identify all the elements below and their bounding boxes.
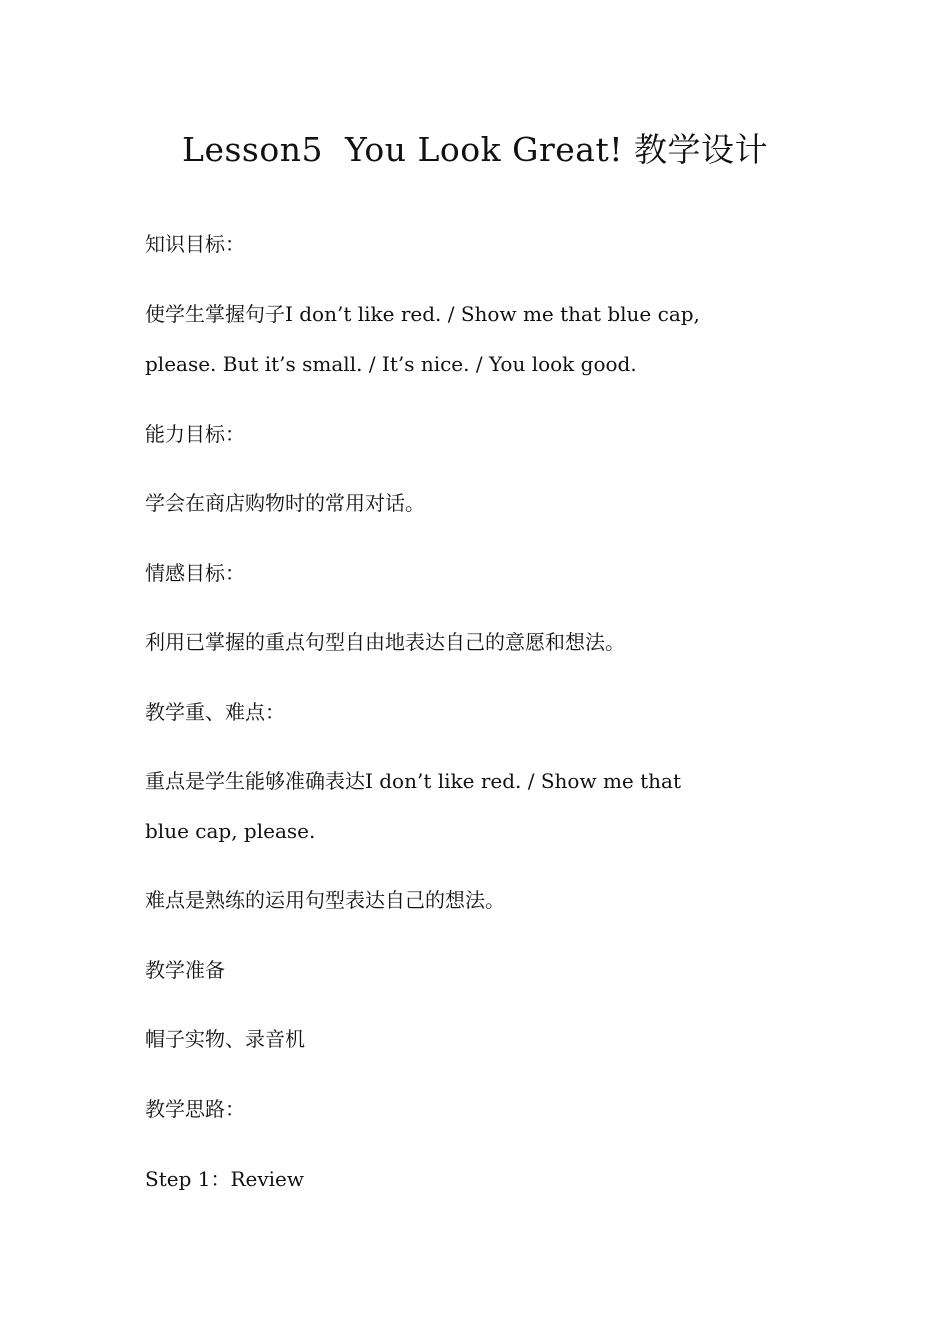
key-point-line-2: blue cap, please.: [145, 819, 316, 843]
preparation-text: 帽子实物、录音机: [145, 1027, 305, 1051]
key-point-line-1: 重点是学生能够准确表达I don’t like red. / Show me that: [145, 769, 681, 793]
difficult-point-text: 难点是熟练的运用句型表达自己的想法。: [145, 888, 505, 912]
step-1-review: Step 1：Review: [145, 1167, 305, 1191]
ability-objective-heading: 能力目标：: [145, 422, 245, 446]
emotion-objective-heading: 情感目标：: [145, 561, 245, 585]
knowledge-objective-line-2: please. But it’s small. / It’s nice. / You look good.: [145, 352, 637, 376]
key-points-heading: 教学重、难点：: [145, 700, 285, 724]
knowledge-objective-line-1: 使学生掌握句子I don’t like red. / Show me that blue cap,: [145, 302, 700, 326]
emotion-objective-text: 利用已掌握的重点句型自由地表达自己的意愿和想法。: [145, 630, 625, 654]
teaching-approach-heading: 教学思路：: [145, 1097, 245, 1121]
document-title: Lesson5 You Look Great! 教学设计: [182, 130, 768, 169]
ability-objective-text: 学会在商店购物时的常用对话。: [145, 491, 425, 515]
knowledge-objective-heading: 知识目标：: [145, 232, 245, 256]
preparation-heading: 教学准备: [145, 958, 225, 982]
